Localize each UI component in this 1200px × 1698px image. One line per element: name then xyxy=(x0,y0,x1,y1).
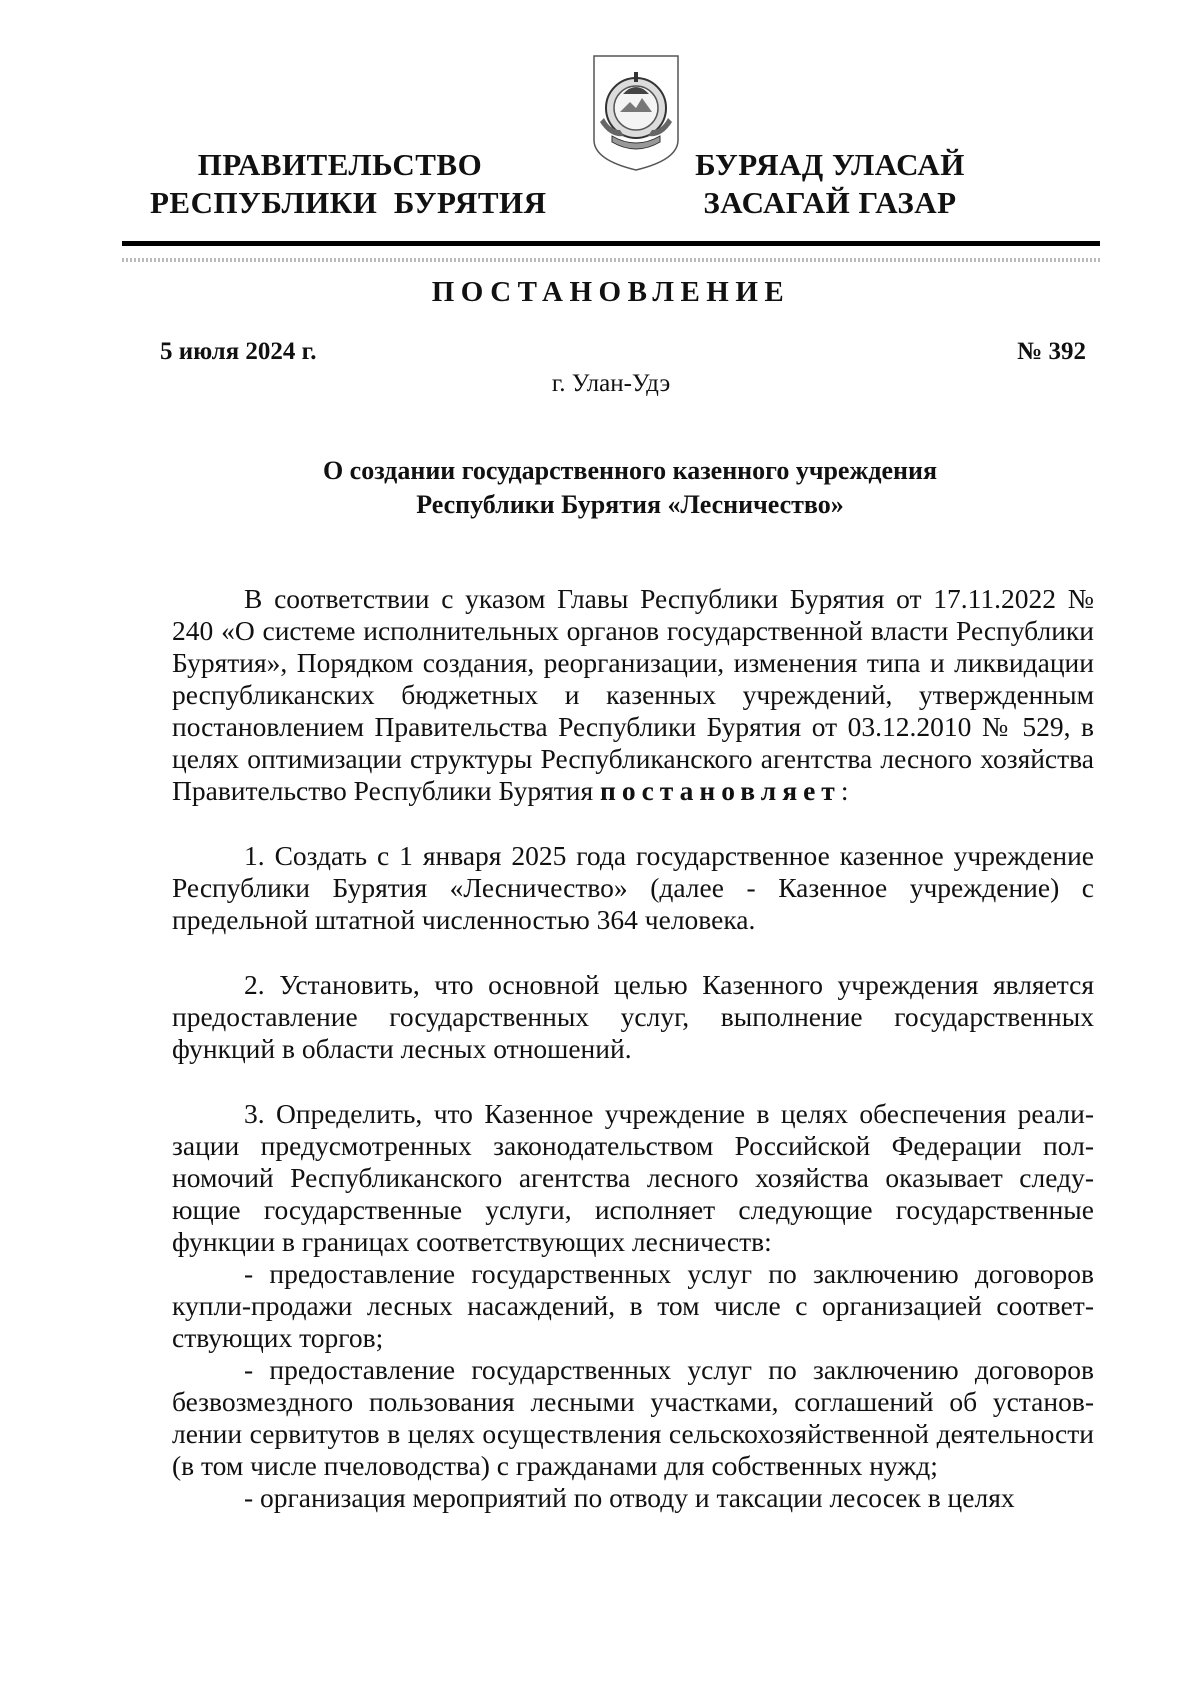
item-2-paragraph: 2. Установить, что основной целью Казенного учреждения является предоставление государственных услуг, выполнение государственных функций в области лесных отношений. xyxy=(172,969,1094,1064)
government-name-buryat-line-2: ЗАСАГАЙ ГАЗАР xyxy=(703,185,957,220)
document-date: 5 июля 2024 г. xyxy=(160,338,317,365)
document-body xyxy=(172,583,1094,1514)
document-number: № 392 xyxy=(1017,338,1086,365)
preamble-text: В соответствии с указом Главы Республики Бурятия от 17.11.2022 № 240 «О системе исполнительных органов государственной власти Республики Бурятия», Порядком создания, реорганизации, изменения типа и ликвидации республиканских бюджетных и казенных учреждений, утвержденным постановлением Правительства Республики Бурятия от 03.12.2010 № 529, в целях оптимизации структуры Республиканского агентства лесного хозяйства Правительство Республики Бурятия xyxy=(172,583,1094,806)
government-name-russian xyxy=(150,146,547,222)
item-3-bullet: - предоставление государственных услуг по заключению договоров купли-продажи лесных насаждений, в том числе с организацией соответствующих торгов; xyxy=(172,1258,1094,1353)
item-3-bullet: - организация мероприятий по отводу и таксации лесосек в целях xyxy=(244,1482,1015,1513)
document-city: г. Улан-Удэ xyxy=(551,370,671,397)
government-name-line-1: ПРАВИТЕЛЬСТВО xyxy=(197,147,483,182)
item-3-bullet: - предоставление государственных услуг по заключению договоров безвозмездного пользования лесными участками, соглашений об установлении сервитутов в целях осуществления сельскохозяйственной деятельности (в том числе пчеловодства) с гражданами для собственных нужд; xyxy=(172,1354,1094,1481)
header-divider-dotted xyxy=(122,258,1100,262)
document-subject-line-1: О создании государственного казенного учреждения xyxy=(322,456,938,485)
header-divider xyxy=(122,241,1100,246)
government-name-buryat-line-1: БУРЯАД УЛАСАЙ xyxy=(695,147,965,182)
document-subject xyxy=(150,454,1110,522)
document-subject-line-2: Республики Бурятия «Лесничество» xyxy=(416,490,844,519)
item-1-paragraph: 1. Создать с 1 января 2025 года государственное казенное учреждение Республики Бурятия «Лесничество» (далее - Казенное учреждение) с предельной штатной численностью 364 человека. xyxy=(172,840,1094,935)
document-type-title: ПОСТАНОВЛЕНИЕ xyxy=(431,276,791,308)
preamble-paragraph: В соответствии с указом Главы Республики Бурятия от 17.11.2022 № 240 «О системе исполнительных органов государственной власти Республики Бурятия», Порядком создания, реорганизации, изменения типа и ликвидации республиканских бюджетных и казенных учреждений, утвержденным постановлением Правительства Республики Бурятия от 03.12.2010 № 529, в целях оптимизации структуры Республиканского агентства лесного хозяйства Правительство Республики Бурятия постановляет: xyxy=(172,583,1094,806)
item-3-paragraph: 3. Определить, что Казенное учреждение в целях обеспечения реализации предусмотренных законодательством Российской Федерации полномочий Республиканского агентства лесного хозяйства оказывает следующие государственные услуги, исполняет следующие государственные функции в границах соответствующих лесничеств: xyxy=(172,1098,1094,1257)
government-name-line-2: РЕСПУБЛИКИ БУРЯТИЯ xyxy=(150,185,547,220)
preamble-decree-verb: постановляет xyxy=(600,775,841,806)
buryatia-coat-of-arms-icon xyxy=(590,52,682,174)
government-name-buryat xyxy=(680,146,980,222)
